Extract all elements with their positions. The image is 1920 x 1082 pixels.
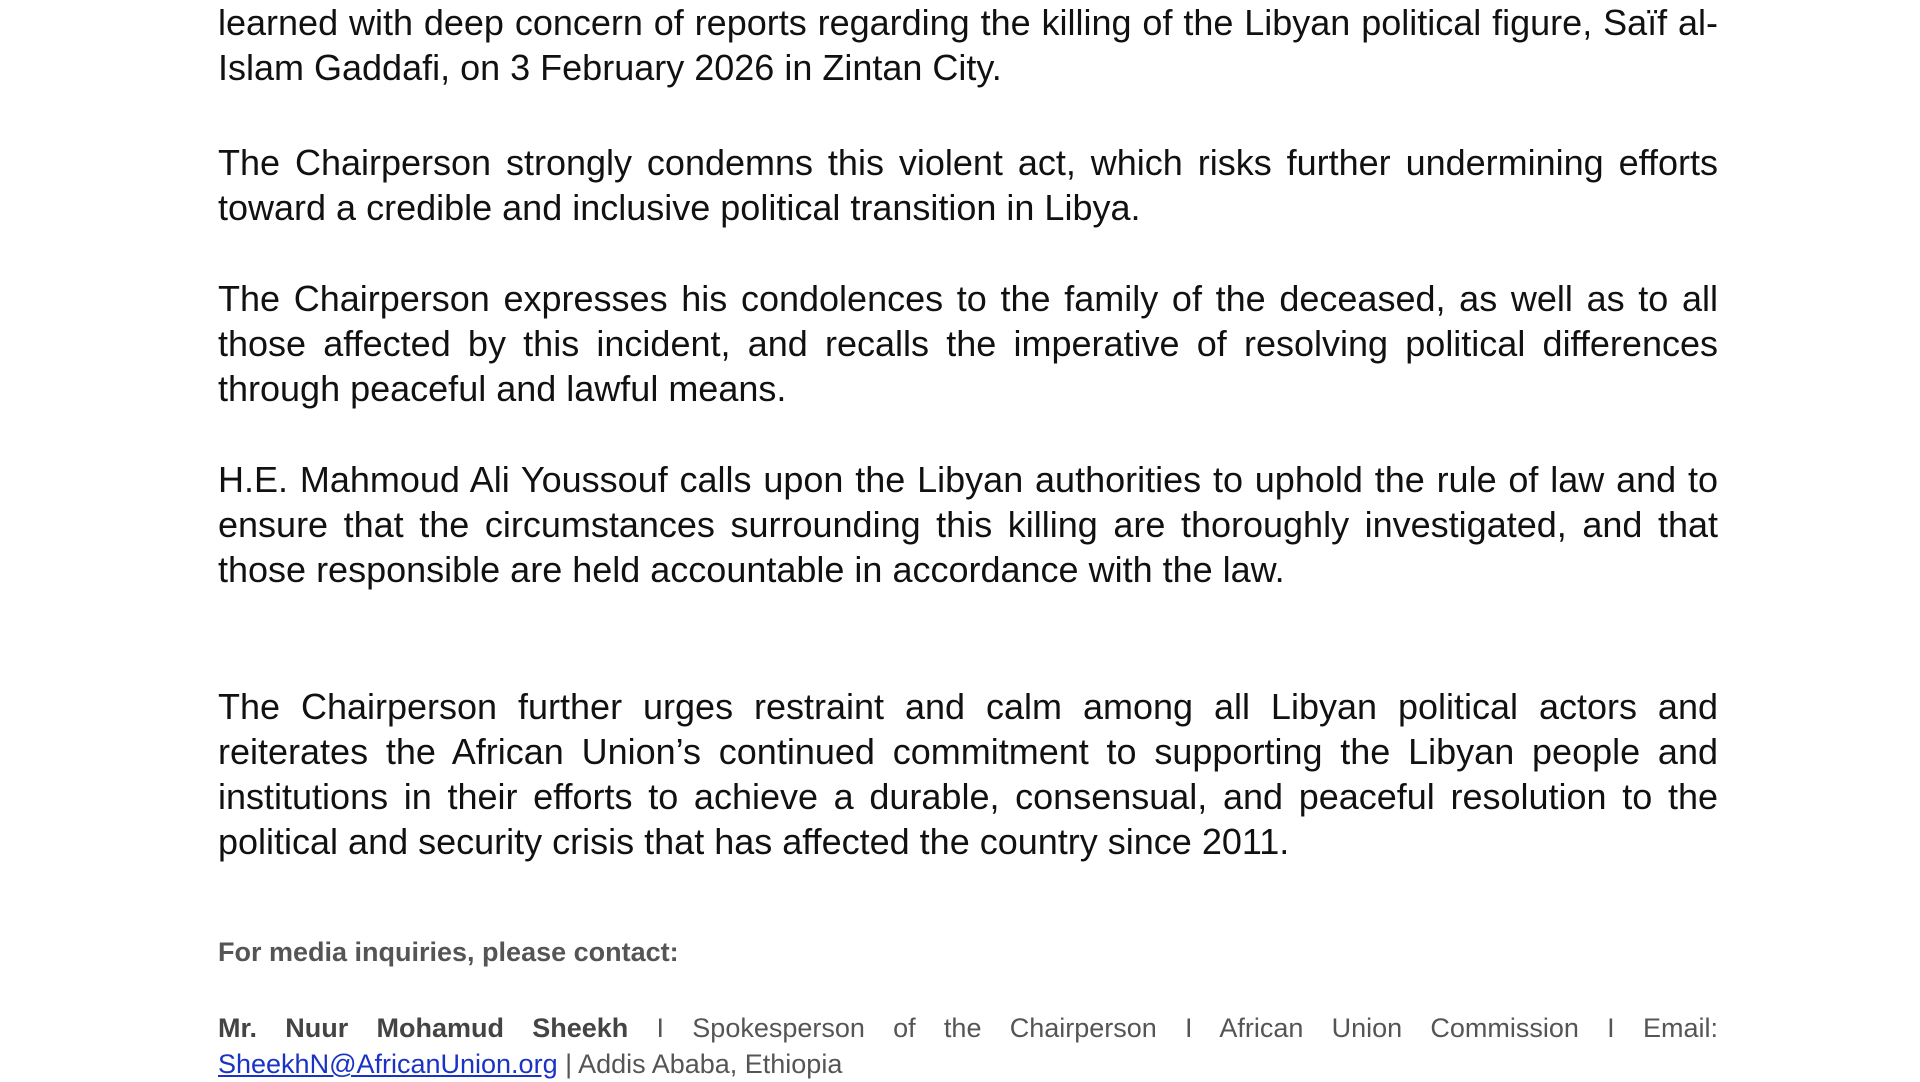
contact-email-label: Email: [1642,1013,1718,1043]
paragraph-restraint: The Chairperson further urges restraint and calm among all Libyan political actors and reiterates the African Union’s continued commitment to supporting the Libyan people and institutions in their efforts to achieve a durable, consensual, and peaceful resolution to the political and security crisis that has affected the country since 2011. [218,686,1718,862]
paragraph-rule-of-law: H.E. Mahmoud Ali Youssouf calls upon the Libyan authorities to uphold the rule of law and to ensure that the circumstances surrounding this killing are thoroughly investigated, and that those responsible are held accountable in accordance with the law. [218,459,1718,590]
contact-separator: I [656,1013,665,1043]
contact-location: Addis Ababa, Ethiopia [578,1049,843,1079]
media-inquiries-heading: For media inquiries, please contact: [218,937,679,967]
contact-email-link[interactable]: SheekhN@AfricanUnion.org [218,1049,558,1079]
paragraph-report: learned with deep concern of reports regarding the killing of the Libyan political figure, Saïf al-Islam Gaddafi, on 3 February 2026 in Zintan City. [218,2,1718,88]
paragraph-condolences: The Chairperson expresses his condolences to the family of the deceased, as well as to all those affected by this incident, and recalls the imperative of resolving political differences through peaceful and lawful means. [218,278,1718,409]
contact-line [218,1010,1718,1082]
location-separator: | [565,1049,573,1079]
contact-role: Spokesperson of the Chairperson [692,1013,1157,1043]
contact-separator: I [1607,1013,1615,1043]
contact-organization: African Union Commission [1219,1013,1579,1043]
paragraph-condemnation: The Chairperson strongly condemns this violent act, which risks further undermining efforts toward a credible and inclusive political transition in Libya. [218,142,1718,228]
contact-separator: I [1185,1013,1193,1043]
contact-name: Mr. Nuur Mohamud Sheekh [218,1013,629,1043]
